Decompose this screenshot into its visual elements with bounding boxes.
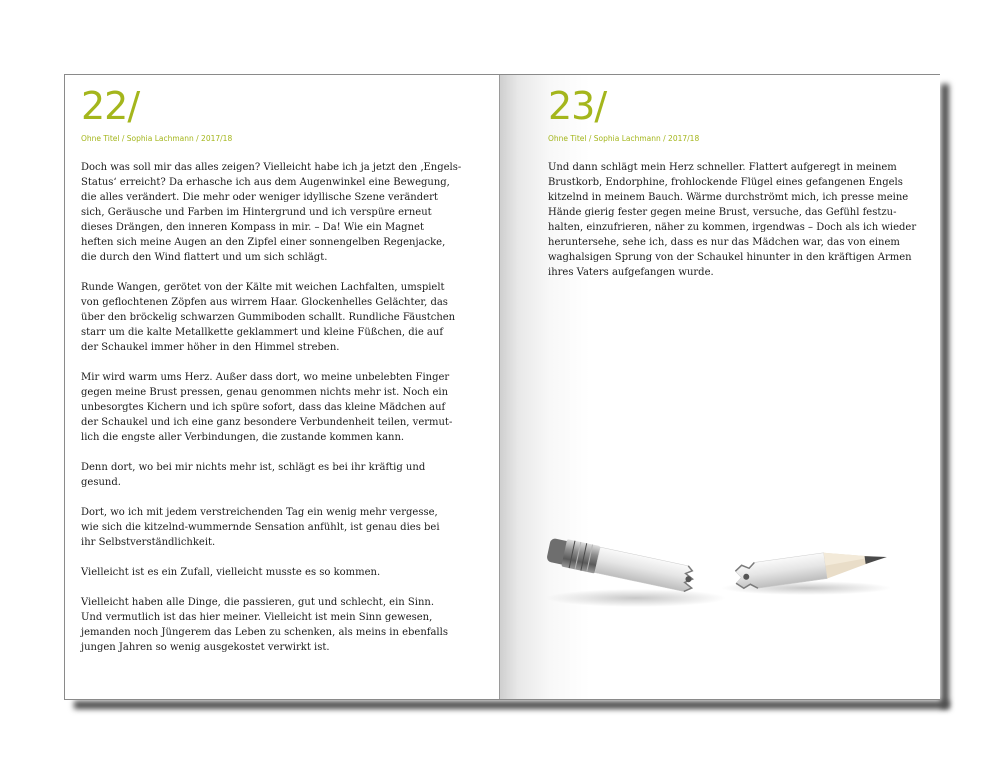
body-text [81,160,481,670]
paragraph: Vielleicht ist es ein Zufall, vielleicht musste es so kommen. [81,567,381,578]
body-text [548,160,928,295]
page-subtitle: Ohne Titel / Sophia Lachmann / 2017/18 [81,134,233,143]
page-subtitle: Ohne Titel / Sophia Lachmann / 2017/18 [548,134,700,143]
paragraph: Denn dort, wo bei mir nichts mehr ist, schlägt es bei ihr kräftig und gesund. [81,462,426,488]
paragraph: Und dann schlägt mein Herz schneller. Flattert aufgeregt in meinem Brustkorb, Endorphine, frohlockende Flügel eines gefangenen Engels kitzelnd in meinem Bauch. Wärme durchströmt mich, ich presse meine Hände gierig fester gegen meine Brust, versuche, das Gefühl festzu- halten, einzufrieren, näher zu kommen, irgendwas – Doch als ich wieder heruntersehe, sehe ich, dass es nur das Mädchen war, das von einem waghalsigen Sprung von der Schaukel hinunter in den kräftigen Armen ihres Vaters aufgefangen wurde. [548,162,917,278]
page-number: 22/ [81,84,140,128]
paragraph: Dort, wo ich mit jedem verstreichenden Tag ein wenig mehr vergesse, wie sich die kitzelnd-wummernde Sensation anfühlt, ist genau dies bei ihr Selbstverständlichkeit. [81,507,440,548]
left-page [65,75,499,699]
page-number: 23/ [548,84,607,128]
book-shadow-right [941,84,949,708]
paragraph: Vielleicht haben alle Dinge, die passieren, gut und schlecht, ein Sinn. Und vermutlich ist das hier meiner. Vielleicht ist mein Sinn gewesen, jemanden noch Jüngerem das Leben zu schenken, als meins in ebenfalls jungen Jahren so wenig ausgekostet verwirkt ist. [81,597,448,653]
right-page [499,75,940,699]
book-spread [64,74,940,700]
book-shadow-bottom [74,701,949,709]
paragraph: Runde Wangen, gerötet von der Kälte mit weichen Lachfalten, umspielt von geflochtenen Zöpfen aus wirrem Haar. Glockenhelles Gelächter, das über den bröckelig schwarzen Gummiboden schallt. Rundliche Fäustchen starr um die kalte Metallkette geklammert und kleine Füßchen, die auf der Schaukel immer höher in den Himmel streben. [81,282,456,353]
broken-pencil-icon [536,530,916,620]
paragraph: Mir wird warm ums Herz. Außer dass dort, wo meine unbelebten Finger gegen meine Brust pressen, genau genommen nichts mehr ist. Noch ein unbesorgtes Kichern und ich spüre sofort, dass das kleine Mädchen auf der Schaukel und ich eine ganz besondere Verbundenheit teilen, vermut- lich die engste aller Verbindungen, die zustande kommen kann. [81,372,453,443]
paragraph: Doch was soll mir das alles zeigen? Vielleicht habe ich ja jetzt den ‚Engels- Status‘ erreicht? Da erhasche ich aus dem Augenwinkel eine Bewegung, die alles verändert. Die mehr oder weniger idyllische Szene verändert sich, Geräusche und Farben im Hintergrund und ich verspüre erneut dieses Drängen, den inneren Kompass in mir. – Da! Wie ein Magnet heften sich meine Augen an den Zipfel einer sonnengelben Regenjacke, die durch den Wind flattert und um sich schlägt. [81,162,462,263]
